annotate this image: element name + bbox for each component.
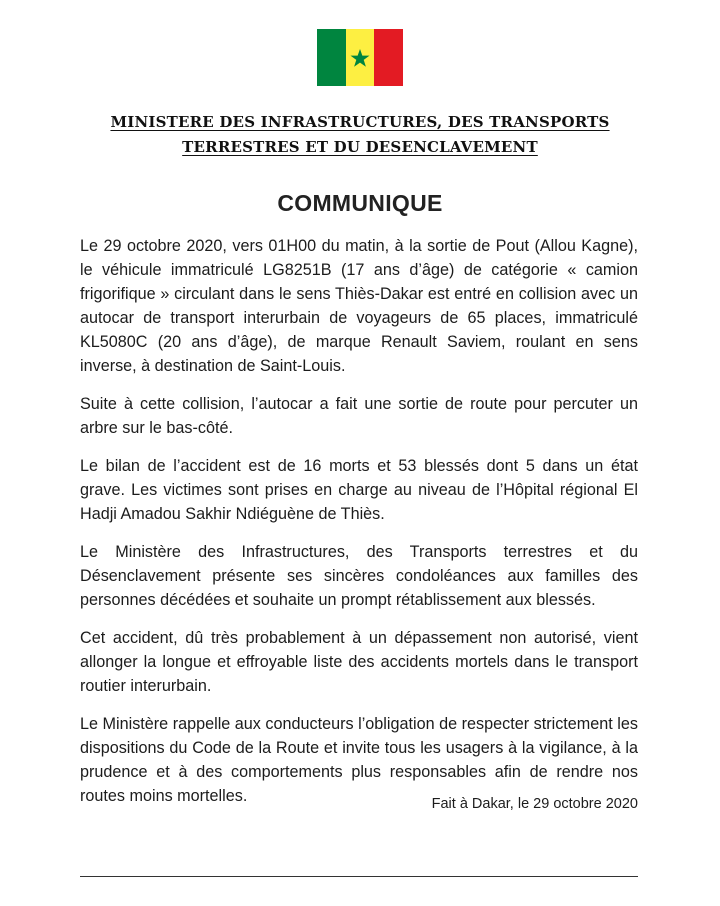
paragraph-reminder: Le Ministère rappelle aux conducteurs l’obligation de respecter strictement les dispositions du Code de la Route et invite tous les usagers à la vigilance, à la prudence et à des comportements plus responsables afin de rendre nos routes moins mortelles. — [80, 715, 638, 805]
flag-band-green — [317, 29, 346, 86]
document-title: COMMUNIQUE — [277, 190, 443, 216]
ministry-header — [60, 110, 660, 160]
paragraph-accident: Le 29 octobre 2020, vers 01H00 du matin, à la sortie de Pout (Allou Kagne), le véhicule immatriculé LG8251B (17 ans d’âge) de catégorie « camion frigorifique » circulant dans le sens Thiès-Dakar est entré en collision avec un autocar de transport interurbain de voyageurs de 65 places, immatriculé KL5080C (20 ans d’âge), de marque Renault Saviem, roulant en sens inverse, à destination de Saint-Louis. — [80, 237, 638, 375]
ministry-line-1: MINISTERE DES INFRASTRUCTURES, DES TRANSPORTS — [110, 113, 610, 131]
senegal-flag-icon — [317, 29, 403, 86]
communique-body — [80, 234, 638, 822]
signoff-place-date: Fait à Dakar, le 29 octobre 2020 — [431, 796, 638, 812]
paragraph-condolences: Le Ministère des Infrastructures, des Transports terrestres et du Désenclavement présente ses sincères condoléances aux familles des personnes décédées et souhaite un prompt rétablissement aux blessés. — [80, 543, 638, 609]
ministry-line-2: TERRESTRES ET DU DESENCLAVEMENT — [182, 138, 538, 156]
paragraph-cause: Cet accident, dû très probablement à un dépassement non autorisé, vient allonger la longue et effroyable liste des accidents mortels dans le transport routier interurbain. — [80, 629, 638, 695]
paragraph-casualties: Le bilan de l’accident est de 16 morts et 53 blessés dont 5 dans un état grave. Les victimes sont prises en charge au niveau de l’Hôpital régional El Hadji Amadou Sakhir Ndiéguène de Thiès. — [80, 457, 638, 523]
flag-band-red — [374, 29, 403, 86]
footer-divider — [80, 876, 638, 877]
star-icon — [350, 48, 370, 68]
paragraph-collision: Suite à cette collision, l’autocar a fait une sortie de route pour percuter un arbre sur le bas-côté. — [80, 395, 638, 437]
